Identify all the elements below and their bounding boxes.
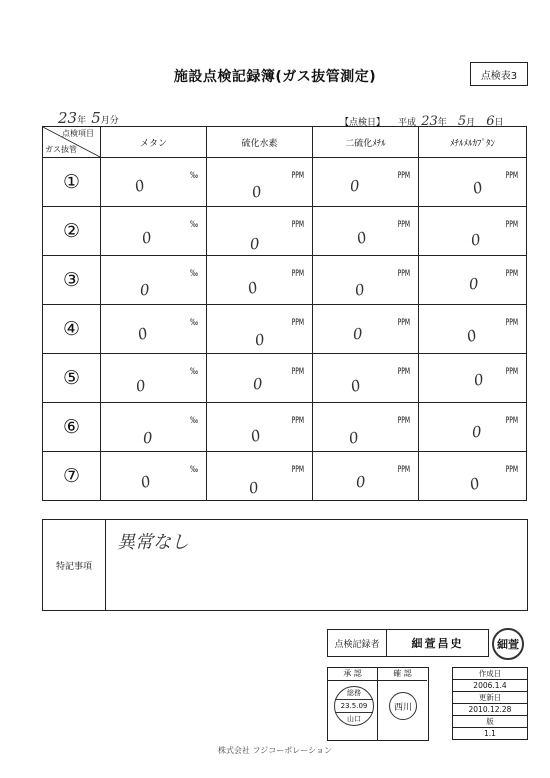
reading-cell-dimethyl-disulfide [313, 403, 419, 452]
stamp-name: 山口 [347, 715, 361, 723]
unit-label: ‰ [189, 415, 198, 426]
column-header-methane: メタン [101, 127, 207, 158]
pipe-number: ⑦ [43, 452, 101, 501]
reading-cell-dimethyl-disulfide [313, 158, 419, 207]
reading-cell-methane [101, 403, 207, 452]
unit-label: ‰ [189, 219, 198, 230]
reading-value: 0 [139, 280, 151, 300]
pipe-number: ⑥ [43, 403, 101, 452]
unit-label: PPM [397, 219, 410, 230]
unit-label: PPM [291, 317, 304, 328]
reading-value: 0 [245, 277, 261, 299]
table-corner-cell [43, 127, 101, 158]
reading-cell-methane [101, 256, 207, 305]
reading-cell-methane [101, 354, 207, 403]
reading-cell-methane [101, 305, 207, 354]
reading-value: 0 [470, 177, 486, 199]
reading-value: 0 [468, 274, 480, 294]
version-box [452, 667, 528, 740]
table-row [43, 256, 527, 305]
updated-date: 2010.12.28 [453, 704, 527, 716]
reading-value: 0 [249, 234, 261, 254]
inspection-month-suffix: 月 [466, 118, 476, 128]
column-header-hydrogen-sulfide: 硫化水素 [207, 127, 313, 158]
unit-label: PPM [505, 170, 518, 181]
month-suffix: 月分 [100, 116, 119, 126]
table-row [43, 207, 527, 256]
version-number: 1.1 [484, 729, 496, 738]
table-row [43, 305, 527, 354]
unit-label: ‰ [189, 317, 198, 328]
inspection-year-suffix: 年 [437, 118, 447, 128]
reading-value: 0 [253, 330, 267, 350]
reading-cell-hydrogen-sulfide [207, 452, 313, 501]
month-year-value: 23 [58, 109, 78, 127]
page-title: 施設点検記録簿(ガス抜管測定) [173, 69, 377, 85]
reading-value: 0 [250, 182, 264, 202]
unit-label: ‰ [189, 464, 198, 475]
reading-cell-dimethyl-disulfide [313, 256, 419, 305]
pipe-number: ⑤ [43, 354, 101, 403]
unit-label: PPM [291, 366, 304, 377]
table-row [43, 452, 527, 501]
created-date: 2006.1.4 [453, 680, 527, 692]
reading-value: 0 [355, 472, 367, 492]
unit-label: PPM [397, 415, 410, 426]
reading-cell-methane [101, 452, 207, 501]
inspection-date-label: 【点検日】 [340, 118, 386, 128]
reading-cell-hydrogen-sulfide [207, 256, 313, 305]
approve-label: 承 認 [328, 668, 377, 681]
confirm-label: 確 認 [378, 668, 427, 681]
reading-value: 0 [132, 175, 148, 197]
special-notes-label: 特記事項 [43, 520, 106, 610]
reading-cell-dimethyl-disulfide [313, 354, 419, 403]
month-year-suffix: 年 [77, 116, 87, 126]
reading-value: 0 [134, 376, 148, 396]
unit-label: ‰ [189, 170, 198, 181]
reading-cell-hydrogen-sulfide [207, 354, 313, 403]
unit-label: PPM [505, 268, 518, 279]
reading-value: 0 [142, 428, 154, 448]
approve-column [328, 668, 378, 740]
unit-label: PPM [397, 170, 410, 181]
reading-value: 0 [347, 428, 361, 448]
unit-label: PPM [397, 366, 410, 377]
reading-value: 0 [471, 422, 483, 442]
unit-label: PPM [291, 170, 304, 181]
month-value: 5 [91, 109, 101, 127]
reading-value: 0 [472, 370, 486, 390]
reading-value: 0 [248, 425, 264, 447]
reading-cell-dimethyl-disulfide [313, 207, 419, 256]
reading-value: 0 [135, 323, 151, 345]
reading-value: 0 [354, 227, 370, 249]
stamp-department: 総務 [347, 689, 361, 697]
unit-label: PPM [397, 317, 410, 328]
corner-label-items: 点検項目 [62, 129, 94, 138]
created-label: 作成日 [453, 668, 527, 680]
reading-value: 0 [349, 176, 361, 196]
recorder-label: 点検記録者 [328, 630, 387, 656]
reading-cell-hydrogen-sulfide [207, 207, 313, 256]
reading-value: 0 [352, 324, 364, 344]
unit-label: PPM [505, 366, 518, 377]
special-notes-box [42, 519, 528, 611]
table-row [43, 354, 527, 403]
reading-value: 0 [138, 471, 154, 493]
inspection-day-value: 6 [486, 114, 495, 129]
unit-label: PPM [505, 317, 518, 328]
reading-value: 0 [353, 280, 367, 300]
unit-label: PPM [291, 268, 304, 279]
unit-label: PPM [291, 219, 304, 230]
approval-box [327, 667, 429, 741]
reading-cell-methyl-mercaptan [419, 354, 527, 403]
measurement-table [42, 126, 527, 501]
inspection-month-value: 5 [457, 114, 467, 129]
inspection-date-era: 平成 [398, 118, 417, 128]
unit-label: PPM [397, 464, 410, 475]
reading-value: 0 [140, 228, 154, 248]
recorder-name: 細萱昌史 [411, 637, 464, 650]
recorder-seal: 細萱 [492, 628, 524, 660]
inspection-date [340, 110, 530, 129]
unit-label: ‰ [189, 366, 198, 377]
unit-label: PPM [291, 415, 304, 426]
unit-label: PPM [291, 464, 304, 475]
recorder-box [327, 629, 489, 657]
table-header-row [43, 127, 527, 158]
column-header-methyl-mercaptan: ﾒﾁﾙﾒﾙｶﾌﾟﾀﾝ [419, 127, 527, 158]
reading-value: 0 [348, 375, 364, 397]
special-notes-text: 異常なし [117, 532, 189, 553]
reading-cell-methane [101, 158, 207, 207]
reading-cell-methyl-mercaptan [419, 305, 527, 354]
pipe-number: ③ [43, 256, 101, 305]
reading-cell-dimethyl-disulfide [313, 305, 419, 354]
reading-cell-hydrogen-sulfide [207, 158, 313, 207]
unit-label: PPM [505, 464, 518, 475]
unit-label: PPM [397, 268, 410, 279]
pipe-number: ④ [43, 305, 101, 354]
inspection-year-value: 23 [421, 114, 438, 129]
corner-label-pipes: ガス抜管 [45, 145, 77, 154]
reading-cell-methyl-mercaptan [419, 256, 527, 305]
reading-cell-hydrogen-sulfide [207, 403, 313, 452]
reading-cell-methyl-mercaptan [419, 207, 527, 256]
inspection-day-suffix: 日 [494, 118, 504, 128]
updated-label: 更新日 [453, 692, 527, 704]
approval-date-stamp [334, 686, 374, 726]
reading-value: 0 [469, 230, 483, 250]
confirm-seal: 西川 [389, 692, 417, 720]
unit-label: ‰ [189, 268, 198, 279]
table-row [43, 403, 527, 452]
reading-cell-dimethyl-disulfide [313, 452, 419, 501]
reading-value: 0 [467, 473, 483, 495]
stamp-date: 23.5.09 [335, 699, 373, 713]
reading-cell-methyl-mercaptan [419, 158, 527, 207]
form-number: 点検表3 [470, 62, 528, 86]
pipe-number: ② [43, 207, 101, 256]
version-label: 版 [453, 716, 527, 728]
reading-value: 0 [247, 478, 261, 498]
reading-value: 0 [252, 374, 264, 394]
pipe-number: ① [43, 158, 101, 207]
table-row [43, 158, 527, 207]
reading-cell-methane [101, 207, 207, 256]
report-month [58, 108, 178, 126]
company-footer: 株式会社 フジコーポレーション [218, 746, 332, 755]
confirm-column [378, 668, 427, 740]
unit-label: PPM [505, 415, 518, 426]
reading-value: 0 [464, 325, 480, 347]
reading-cell-hydrogen-sulfide [207, 305, 313, 354]
column-header-dimethyl-disulfide: 二硫化ﾒﾁﾙ [313, 127, 419, 158]
reading-cell-methyl-mercaptan [419, 403, 527, 452]
unit-label: PPM [505, 219, 518, 230]
reading-cell-methyl-mercaptan [419, 452, 527, 501]
